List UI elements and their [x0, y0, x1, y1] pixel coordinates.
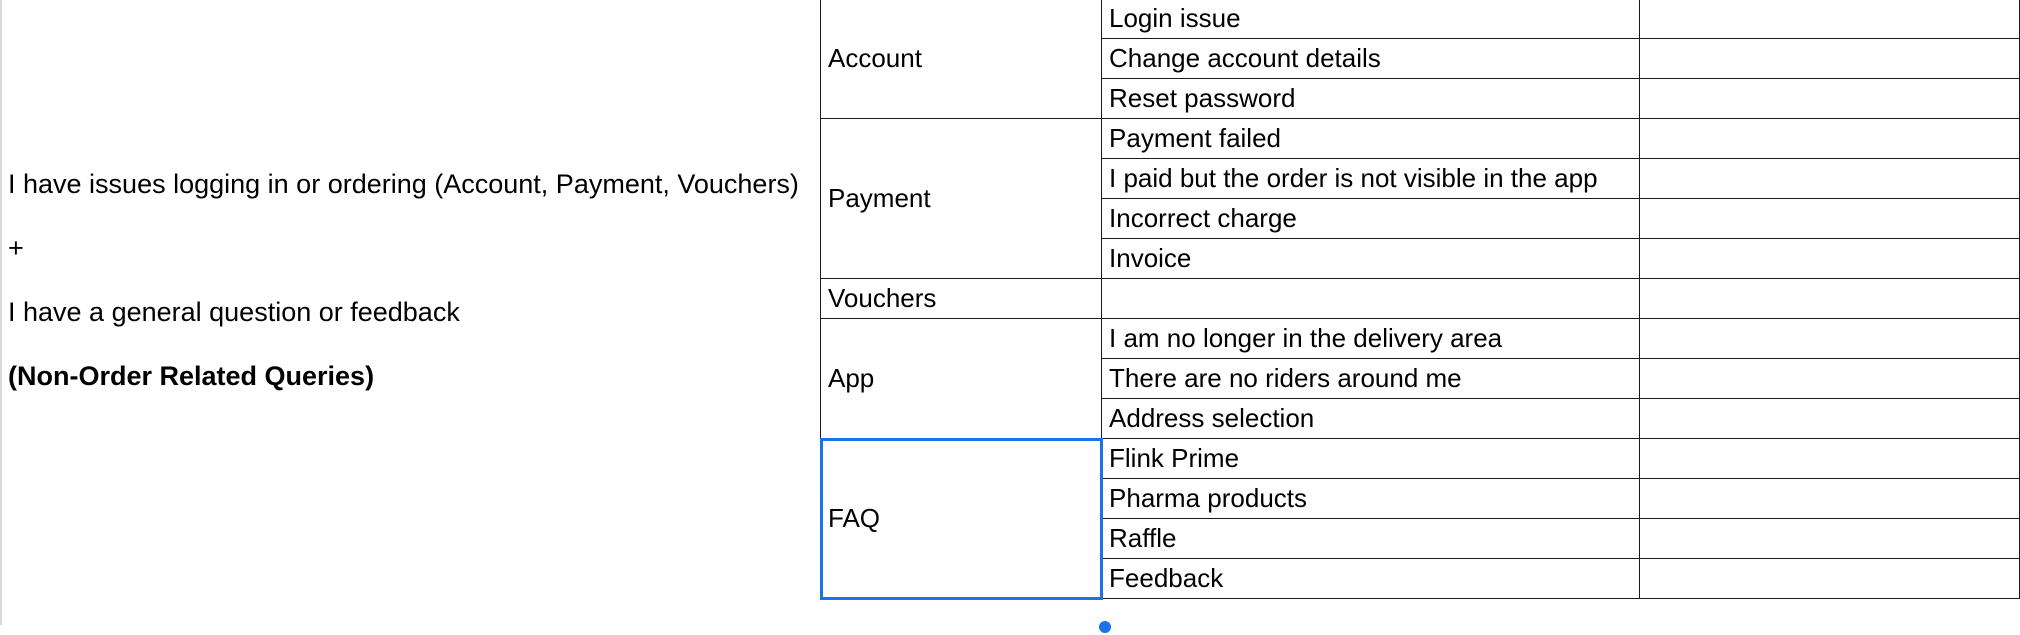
empty-cell[interactable] — [1639, 559, 2019, 599]
empty-cell[interactable] — [1639, 279, 2019, 319]
category-cell-account[interactable]: Account — [821, 0, 1102, 119]
category-cell-payment[interactable]: Payment — [821, 119, 1102, 279]
intro-note: (Non-Order Related Queries) — [8, 361, 375, 391]
subtopic-cell[interactable]: Invoice — [1102, 239, 1640, 279]
empty-cell[interactable] — [1639, 199, 2019, 239]
table-row — [821, 439, 2020, 479]
intro-line-ordering: I have issues logging in or ordering (Account, Payment, Vouchers) — [8, 169, 799, 199]
subtopic-cell[interactable]: Change account details — [1102, 39, 1640, 79]
subtopic-cell[interactable]: I am no longer in the delivery area — [1102, 319, 1640, 359]
category-cell-faq[interactable]: FAQ — [821, 439, 1102, 599]
table-row — [821, 319, 2020, 359]
selection-fill-handle[interactable] — [1097, 619, 1113, 635]
empty-cell[interactable] — [1639, 479, 2019, 519]
empty-cell[interactable] — [1639, 159, 2019, 199]
empty-cell[interactable] — [1639, 519, 2019, 559]
intro-line-general: I have a general question or feedback — [8, 297, 460, 327]
table-row — [821, 0, 2020, 39]
empty-cell[interactable] — [1639, 439, 2019, 479]
category-cell-vouchers[interactable]: Vouchers — [821, 279, 1102, 319]
intro-cell[interactable] — [8, 168, 799, 424]
subtopic-cell[interactable]: Reset password — [1102, 79, 1640, 119]
empty-cell[interactable] — [1639, 39, 2019, 79]
empty-cell[interactable] — [1639, 239, 2019, 279]
subtopic-cell[interactable]: Address selection — [1102, 399, 1640, 439]
subtopic-cell[interactable]: There are no riders around me — [1102, 359, 1640, 399]
table-row — [821, 279, 2020, 319]
subtopic-cell[interactable]: I paid but the order is not visible in the app — [1102, 159, 1640, 199]
empty-cell[interactable] — [1639, 79, 2019, 119]
empty-cell[interactable] — [1639, 359, 2019, 399]
topic-table — [820, 0, 2020, 599]
column-edge — [0, 0, 2, 625]
empty-cell[interactable] — [1639, 119, 2019, 159]
empty-cell[interactable] — [1639, 0, 2019, 39]
subtopic-cell[interactable]: Flink Prime — [1102, 439, 1640, 479]
subtopic-cell[interactable]: Incorrect charge — [1102, 199, 1640, 239]
category-cell-app[interactable]: App — [821, 319, 1102, 439]
subtopic-cell[interactable]: Raffle — [1102, 519, 1640, 559]
subtopic-cell[interactable]: Payment failed — [1102, 119, 1640, 159]
intro-plus: + — [8, 233, 24, 263]
subtopic-cell[interactable]: Feedback — [1102, 559, 1640, 599]
subtopic-cell[interactable] — [1102, 279, 1640, 319]
empty-cell[interactable] — [1639, 399, 2019, 439]
subtopic-cell[interactable]: Login issue — [1102, 0, 1640, 39]
table-row — [821, 119, 2020, 159]
subtopic-cell[interactable]: Pharma products — [1102, 479, 1640, 519]
empty-cell[interactable] — [1639, 319, 2019, 359]
